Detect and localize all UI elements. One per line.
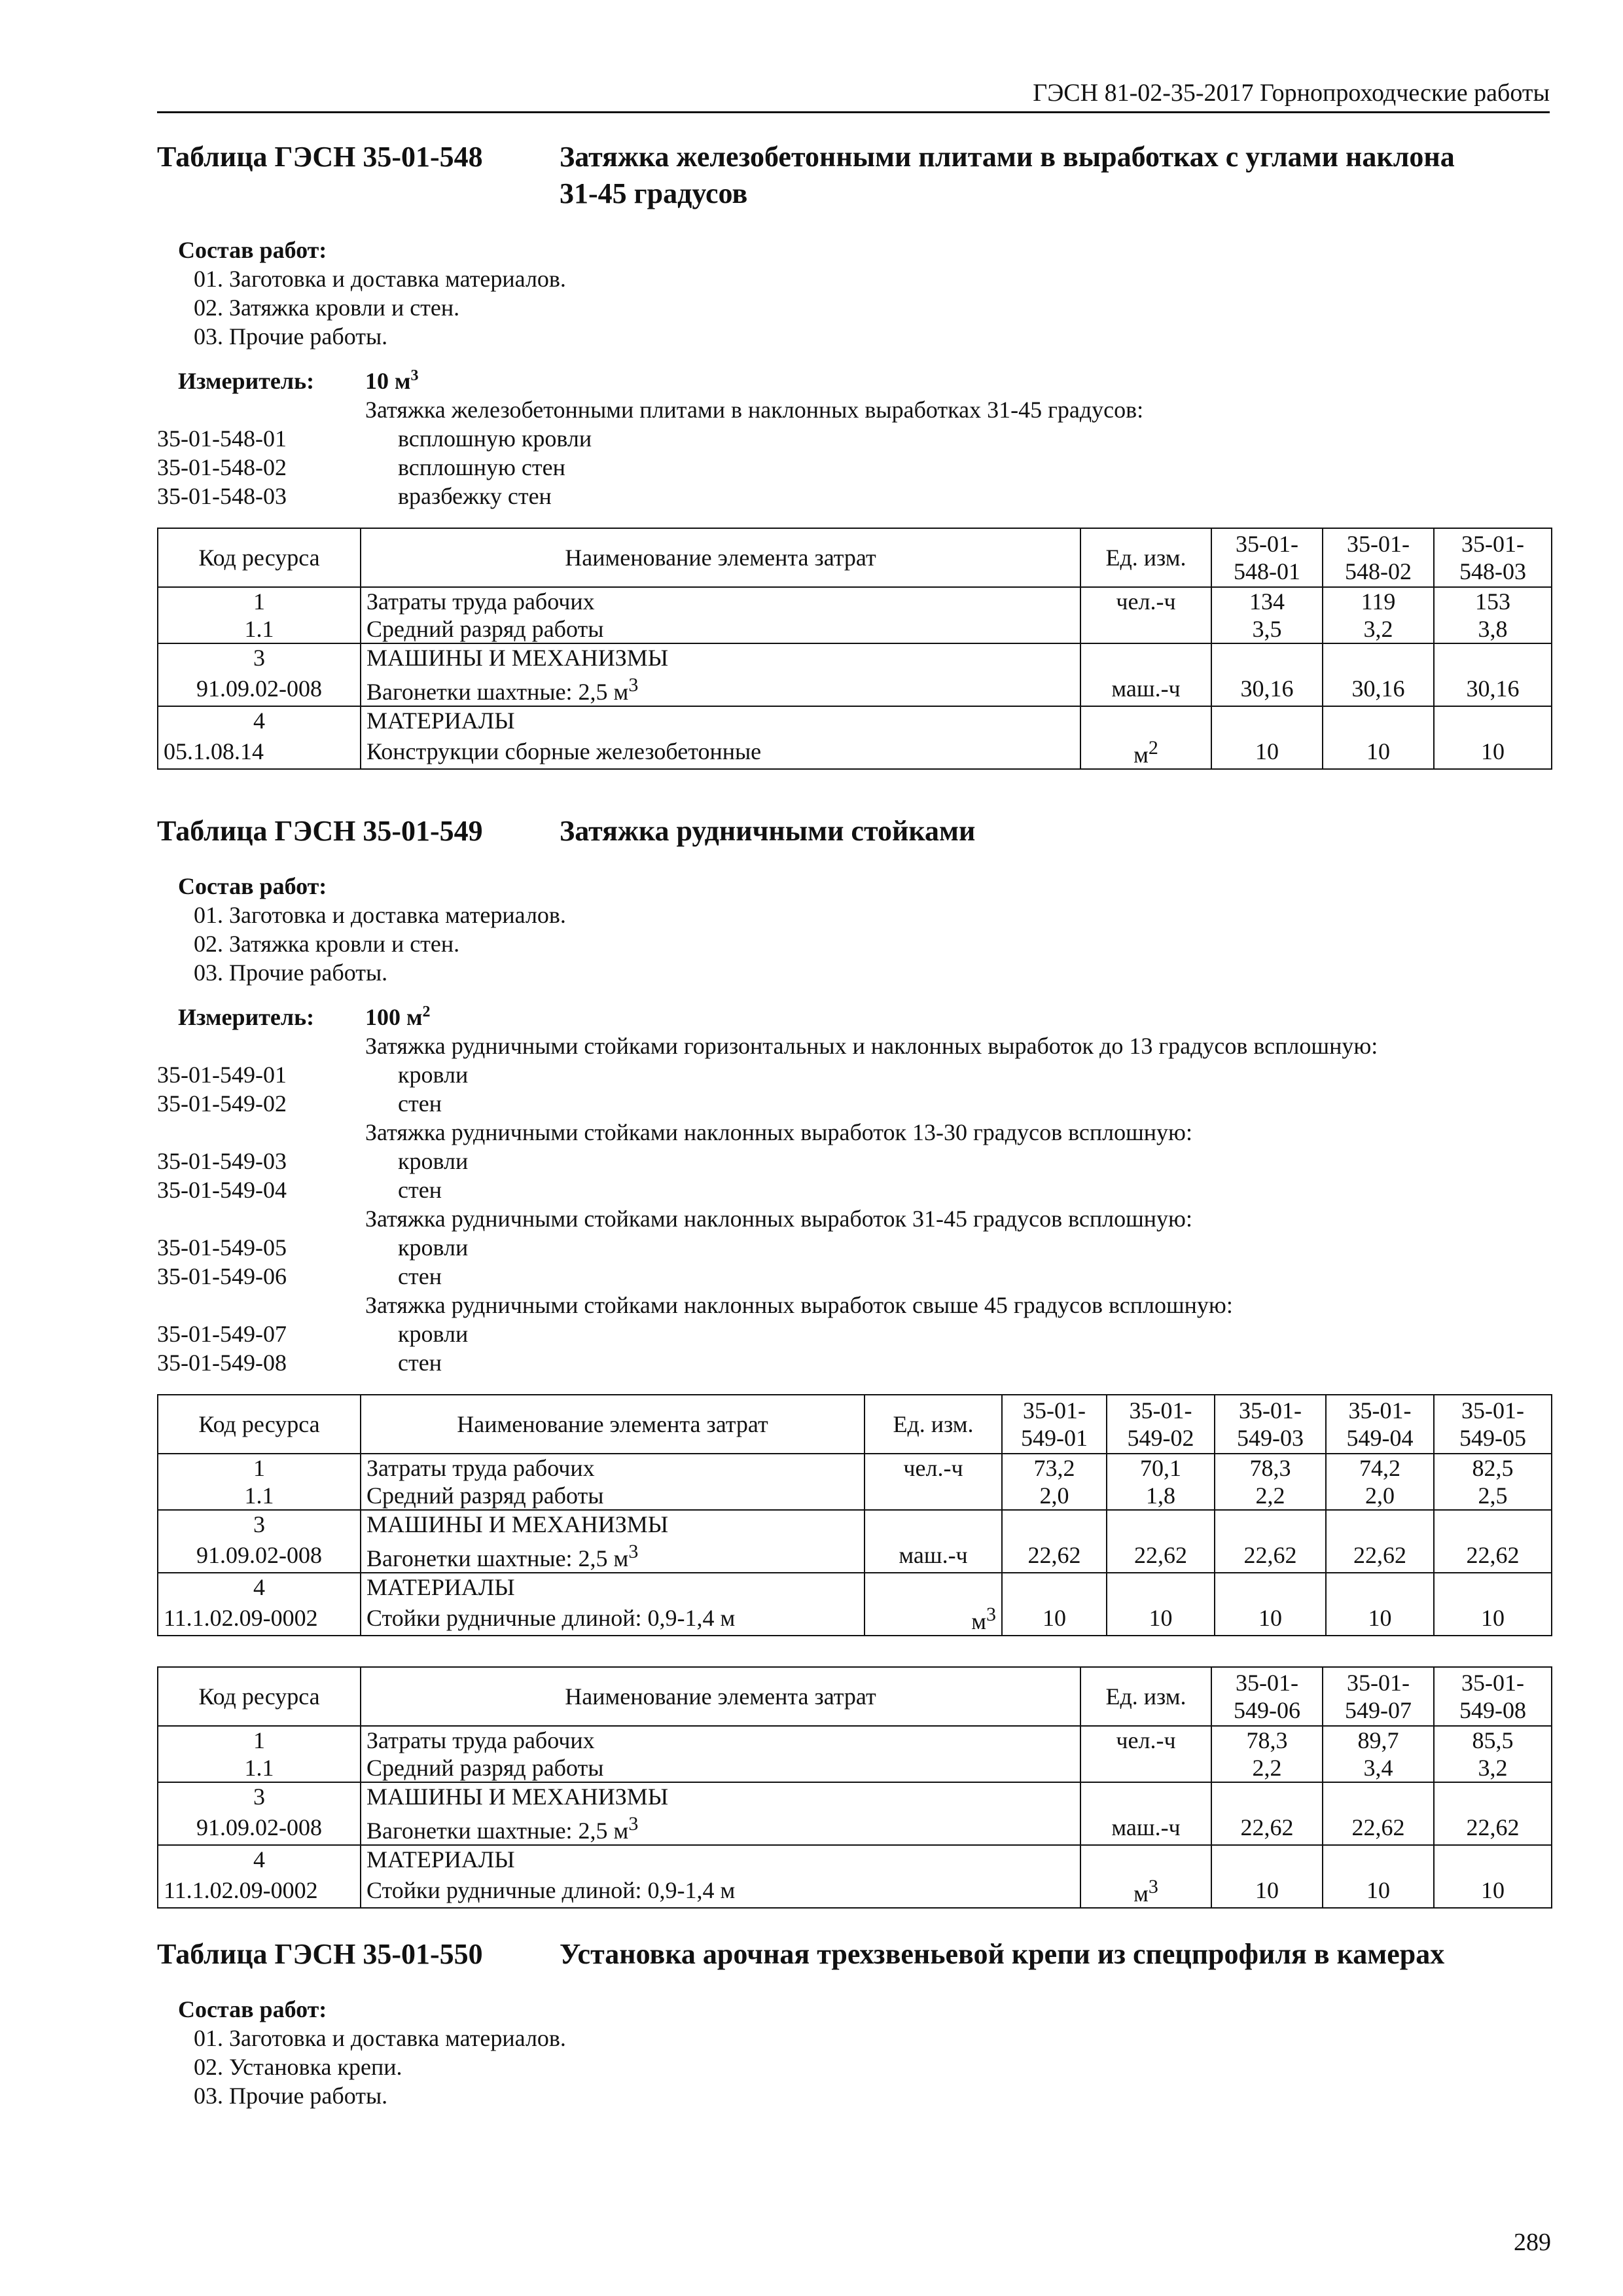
header-norm-col: 35-01- 548-03	[1434, 528, 1552, 587]
work-composition-title: Состав работ:	[178, 237, 327, 263]
table-code: Таблица ГЭСН 35-01-549	[157, 815, 483, 847]
table-row: 1 Затраты труда рабочих чел.-ч 78,3 89,7 85,5	[158, 1726, 1552, 1754]
table-row: 4 МАТЕРИАЛЫ	[158, 1573, 1552, 1601]
header-norm-col: 35-01- 548-01	[1211, 528, 1323, 587]
table-title: Установка арочная трехзвеньевой крепи из спецпрофиля в камерах	[560, 1938, 1445, 1970]
header-code: Код ресурса	[158, 1395, 361, 1454]
table-row: 1.1 Средний разряд работы 2,2 3,4 3,2	[158, 1754, 1552, 1782]
table-header-row	[158, 528, 1552, 587]
measure-label: Измеритель:	[178, 1004, 315, 1030]
work-step: 03. Прочие работы.	[194, 323, 388, 350]
work-step: 02. Затяжка кровли и стен.	[194, 931, 460, 957]
header-norm-col: 35-01- 549-06	[1211, 1667, 1323, 1726]
norm-group-heading: Затяжка рудничными стойками наклонных выработок 13-30 градусов всплошную:	[365, 1119, 1192, 1145]
section-heading	[157, 1936, 1551, 1973]
norm-item: 35-01-549-01 кровли	[157, 1062, 469, 1088]
norm-item: 35-01-548-03 вразбежку стен	[157, 483, 552, 509]
table-row: 05.1.08.14 Конструкции сборные железобетонные $м^2$ 10 10 10	[158, 734, 1552, 769]
header-norm-col: 35-01- 549-08	[1434, 1667, 1552, 1726]
header-norm-col: 35-01- 549-01	[1002, 1395, 1107, 1454]
table-row: 1 Затраты труда рабочих чел.-ч 134 119 153	[158, 587, 1552, 615]
table-title	[560, 139, 1551, 212]
header-code: Код ресурса	[158, 528, 361, 587]
section-heading	[157, 139, 1551, 212]
page-number: 289	[1514, 2229, 1551, 2256]
section-heading	[157, 813, 1551, 850]
table-row: 91.09.02-008 Вагонетки шахтные: 2,5 $м^3$ маш.-ч 22,62 22,62 22,62	[158, 1810, 1552, 1845]
table-code: Таблица ГЭСН 35-01-550	[157, 1938, 483, 1970]
norm-group-heading: Затяжка рудничными стойками горизонтальных и наклонных выработок до 13 градусов всплошную:	[365, 1033, 1378, 1059]
norm-item: 35-01-549-02 стен	[157, 1090, 442, 1117]
norm-item: 35-01-549-04 стен	[157, 1177, 442, 1203]
header-name: Наименование элемента затрат	[361, 528, 1080, 587]
header-code: Код ресурса	[158, 1667, 361, 1726]
section-549	[157, 813, 1551, 1909]
table-row: 11.1.02.09-0002 Стойки рудничные длиной: 0,9-1,4 м $м^3$ 10 10 10 10 10	[158, 1601, 1552, 1636]
header-unit: Ед. изм.	[865, 1395, 1002, 1454]
header-norm-col: 35-01- 549-07	[1323, 1667, 1434, 1726]
norm-item: 35-01-548-02 всплошную стен	[157, 454, 565, 480]
header-name: Наименование элемента затрат	[361, 1395, 865, 1454]
header-norm-col: 35-01- 549-03	[1215, 1395, 1326, 1454]
table-title-line: Затяжка железобетонными плитами в выработках с углами наклона	[560, 141, 1455, 173]
table-header-row	[158, 1667, 1552, 1726]
work-step: 01. Заготовка и доставка материалов.	[194, 2025, 566, 2051]
work-step: 03. Прочие работы.	[194, 960, 388, 986]
norm-item: 35-01-548-01 всплошную кровли	[157, 425, 592, 452]
measure-row	[157, 367, 1551, 395]
work-step: 03. Прочие работы.	[194, 2083, 388, 2109]
work-composition-title: Состав работ:	[178, 1996, 327, 2022]
work-step: 01. Заготовка и доставка материалов.	[194, 902, 566, 928]
table-row: 3 МАШИНЫ И МЕХАНИЗМЫ	[158, 1510, 1552, 1538]
measure-unit: 10 $м^3$	[365, 367, 419, 394]
running-header: ГЭСН 81-02-35-2017 Горнопроходческие работы	[157, 77, 1550, 113]
measure-label: Измеритель:	[178, 368, 315, 394]
norm-item: 35-01-549-07 кровли	[157, 1321, 469, 1347]
table-row: 11.1.02.09-0002 Стойки рудничные длиной: 0,9-1,4 м $м^3$ 10 10 10	[158, 1873, 1552, 1908]
work-step: 02. Затяжка кровли и стен.	[194, 295, 460, 321]
work-step: 01. Заготовка и доставка материалов.	[194, 266, 566, 292]
table-row: 91.09.02-008 Вагонетки шахтные: 2,5 $м^3$ маш.-ч 22,62 22,62 22,62 22,62 22,62	[158, 1538, 1552, 1573]
resource-table	[157, 1666, 1552, 1909]
table-row: 3 МАШИНЫ И МЕХАНИЗМЫ	[158, 1782, 1552, 1810]
norm-item: 35-01-549-05 кровли	[157, 1234, 469, 1261]
table-code: Таблица ГЭСН 35-01-548	[157, 141, 483, 173]
table-row: 1.1 Средний разряд работы 2,0 1,8 2,2 2,0 2,5	[158, 1482, 1552, 1510]
table-row: 1.1 Средний разряд работы 3,5 3,2 3,8	[158, 615, 1552, 643]
resource-table	[157, 528, 1552, 770]
norm-group-heading: Затяжка рудничными стойками наклонных выработок свыше 45 градусов всплошную:	[365, 1292, 1233, 1318]
table-title: Затяжка рудничными стойками	[560, 815, 976, 847]
table-row: 4 МАТЕРИАЛЫ	[158, 1845, 1552, 1873]
norm-group-heading: Затяжка рудничными стойками наклонных выработок 31-45 градусов всплошную:	[365, 1206, 1192, 1232]
table-title-line: 31-45 градусов	[560, 177, 748, 209]
measure-unit: 100 $м^2$	[365, 1003, 431, 1030]
header-unit: Ед. изм.	[1080, 528, 1211, 587]
header-norm-col: 35-01- 549-02	[1107, 1395, 1215, 1454]
norm-item: 35-01-549-03 кровли	[157, 1148, 469, 1174]
norm-item: 35-01-549-08 стен	[157, 1350, 442, 1376]
table-header-row	[158, 1395, 1552, 1454]
table-row: 91.09.02-008 Вагонетки шахтные: 2,5 $м^3$ маш.-ч 30,16 30,16 30,16	[158, 672, 1552, 706]
header-norm-col: 35-01- 549-04	[1326, 1395, 1434, 1454]
header-unit: Ед. изм.	[1080, 1667, 1211, 1726]
section-550	[157, 1936, 1551, 2110]
header-norm-col: 35-01- 548-02	[1323, 528, 1434, 587]
header-name: Наименование элемента затрат	[361, 1667, 1080, 1726]
norm-item: 35-01-549-06 стен	[157, 1263, 442, 1289]
table-row: 4 МАТЕРИАЛЫ	[158, 706, 1552, 734]
section-548	[157, 139, 1551, 770]
table-row: 1 Затраты труда рабочих чел.-ч 73,2 70,1 78,3 74,2 82,5	[158, 1454, 1552, 1482]
header-norm-col: 35-01- 549-05	[1434, 1395, 1552, 1454]
table-row: 3 МАШИНЫ И МЕХАНИЗМЫ	[158, 643, 1552, 672]
norm-group-heading: Затяжка железобетонными плитами в наклонных выработках 31-45 градусов:	[365, 397, 1144, 423]
measure-row	[157, 1003, 1551, 1031]
resource-table	[157, 1394, 1552, 1636]
work-step: 02. Установка крепи.	[194, 2054, 402, 2080]
work-composition-title: Состав работ:	[178, 873, 327, 899]
